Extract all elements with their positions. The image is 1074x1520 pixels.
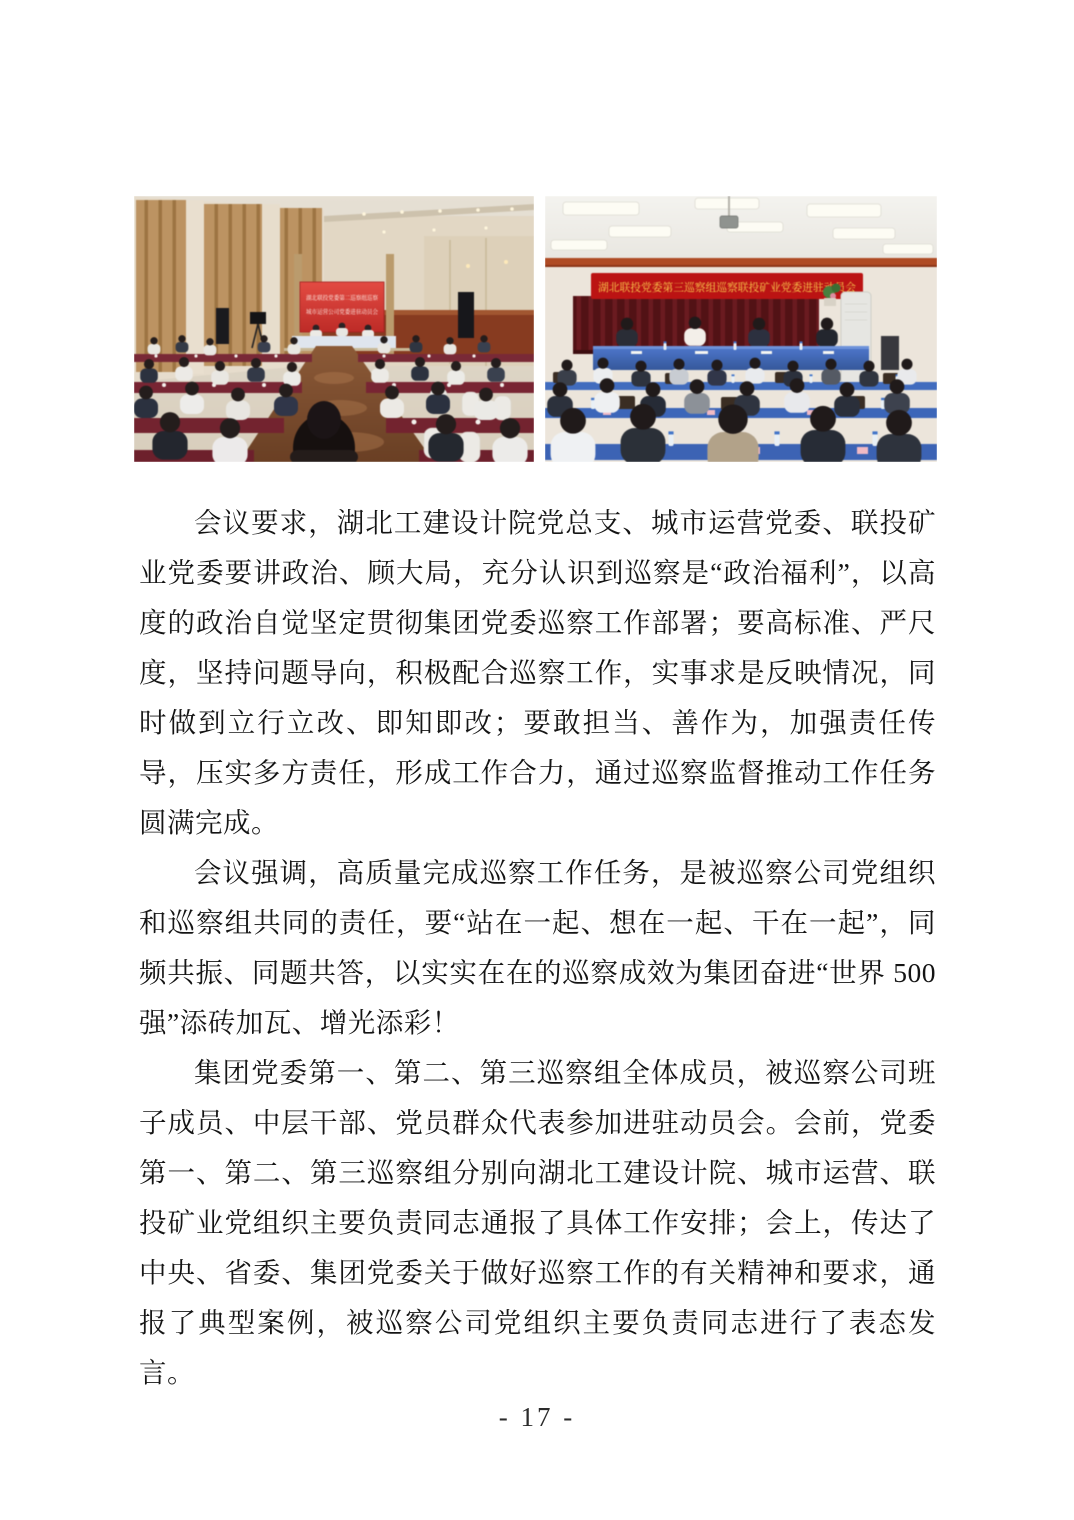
meeting-photo-right-art	[545, 196, 937, 462]
paragraph-1: 会议要求，湖北工建设计院党总支、城市运营党委、联投矿业党委要讲政治、顾大局，充分认识到巡察是“政治福利”，以高度的政治自觉坚定贯彻集团党委巡察工作部署；要高标准、严尺度，坚持问题导向，积极配合巡察工作，实事求是反映情况，同时做到立行立改、即知即改；要敢担当、善作为，加强责任传导，压实多方责任，形成工作合力，通过巡察监督推动工作任务圆满完成。	[139, 507, 936, 838]
crown-trim	[545, 258, 937, 266]
meeting-photo-left	[134, 196, 534, 462]
venue-banner-text: 湖北联投党委第三巡察组巡察联投矿业党委进驻动员会	[598, 282, 862, 294]
speaker-right	[458, 292, 474, 338]
article-body	[139, 498, 936, 1398]
speaker-left	[216, 308, 229, 344]
paragraph-2: 会议强调，高质量完成巡察工作任务，是被巡察公司党组织和巡察组共同的责任，要“站在一起、想在一起、干在一起”，同频共振、同题共答，以实实在在的巡察成效为集团奋进“世界 500 强”添砖加瓦、增光添彩！	[139, 857, 936, 1038]
page-number: - 17 -	[498, 1402, 576, 1432]
led-screen-line2: 城市运营公司党委进驻动员会	[306, 309, 387, 316]
led-screen-line1: 湖北联投党委第二巡察组巡察	[306, 295, 387, 302]
venue-banner	[591, 273, 863, 299]
meeting-photo-right	[545, 196, 937, 462]
meeting-photo-left-art	[134, 196, 534, 462]
paragraph-3: 集团党委第一、第二、第三巡察组全体成员，被巡察公司班子成员、中层干部、党员群众代表参加进驻动员会。会前，党委第一、第二、第三巡察组分别向湖北工建设计院、城市运营、联投矿业党组织主要负责同志通报了具体工作安排；会上，传达了中央、省委、集团党委关于做好巡察工作的有关精神和要求，通报了典型案例，被巡察公司党组织主要负责同志进行了表态发言。	[139, 1057, 936, 1388]
speaker-cabinet	[881, 336, 899, 370]
